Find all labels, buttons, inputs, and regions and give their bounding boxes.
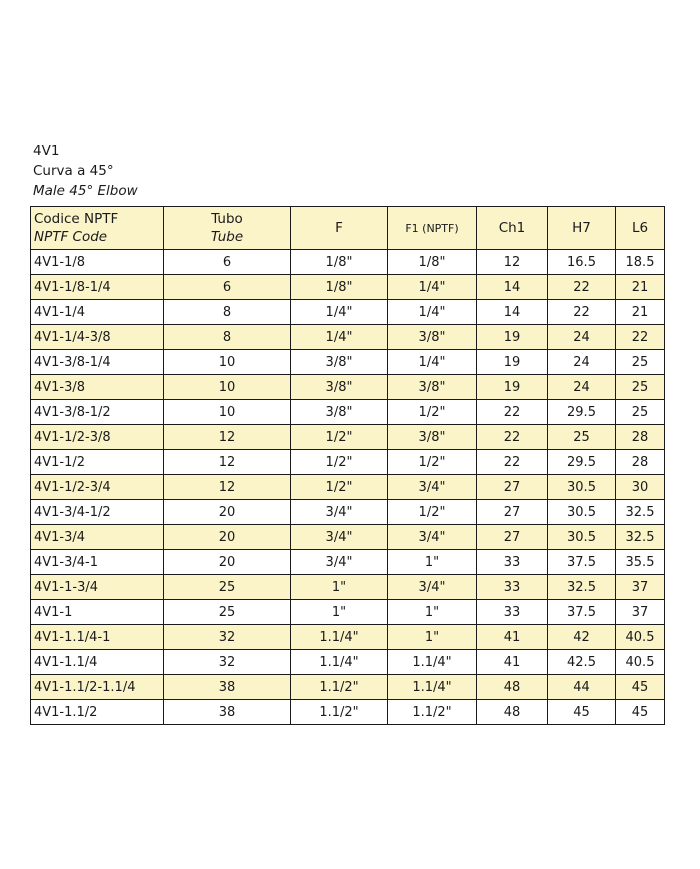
cell-code: 4V1-1.1/2-1.1/4 (31, 675, 164, 700)
column-header-h7: H7 (548, 207, 616, 250)
cell-l6: 28 (616, 425, 665, 450)
cell-ch1: 14 (477, 275, 548, 300)
cell-tube: 38 (164, 675, 291, 700)
cell-f: 3/8" (291, 350, 388, 375)
cell-f: 1/2" (291, 450, 388, 475)
product-heading (33, 141, 138, 201)
cell-tube: 10 (164, 400, 291, 425)
cell-l6: 35.5 (616, 550, 665, 575)
table-row (31, 575, 665, 600)
cell-f: 1.1/4" (291, 650, 388, 675)
cell-h7: 25 (548, 425, 616, 450)
table-row (31, 675, 665, 700)
cell-h7: 29.5 (548, 450, 616, 475)
cell-f: 3/4" (291, 550, 388, 575)
table-row (31, 625, 665, 650)
cell-f: 1/4" (291, 300, 388, 325)
cell-h7: 30.5 (548, 525, 616, 550)
cell-f: 1/4" (291, 325, 388, 350)
cell-h7: 22 (548, 275, 616, 300)
cell-ch1: 27 (477, 475, 548, 500)
table-row (31, 500, 665, 525)
cell-ch1: 12 (477, 250, 548, 275)
cell-f1: 1/2" (388, 450, 477, 475)
cell-code: 4V1-1/4-3/8 (31, 325, 164, 350)
cell-tube: 20 (164, 550, 291, 575)
cell-ch1: 14 (477, 300, 548, 325)
table-row (31, 425, 665, 450)
column-header-code-english: NPTF Code (34, 229, 108, 245)
cell-f: 3/8" (291, 400, 388, 425)
cell-f1: 1/2" (388, 400, 477, 425)
cell-h7: 24 (548, 325, 616, 350)
cell-tube: 10 (164, 375, 291, 400)
cell-f: 3/4" (291, 500, 388, 525)
cell-ch1: 27 (477, 525, 548, 550)
table-row (31, 700, 665, 725)
cell-code: 4V1-1/2 (31, 450, 164, 475)
table-row (31, 550, 665, 575)
cell-ch1: 22 (477, 425, 548, 450)
cell-f1: 1/4" (388, 350, 477, 375)
table-row (31, 525, 665, 550)
cell-f1: 3/8" (388, 375, 477, 400)
column-header-tube-english: Tube (210, 229, 244, 245)
cell-l6: 21 (616, 275, 665, 300)
table-row (31, 275, 665, 300)
cell-tube: 10 (164, 350, 291, 375)
cell-l6: 18.5 (616, 250, 665, 275)
cell-h7: 44 (548, 675, 616, 700)
cell-tube: 32 (164, 650, 291, 675)
cell-f1: 1/8" (388, 250, 477, 275)
cell-ch1: 19 (477, 350, 548, 375)
cell-f1: 3/8" (388, 325, 477, 350)
cell-f1: 3/4" (388, 525, 477, 550)
cell-h7: 45 (548, 700, 616, 725)
cell-ch1: 33 (477, 575, 548, 600)
cell-l6: 28 (616, 450, 665, 475)
cell-ch1: 33 (477, 600, 548, 625)
cell-f1: 3/8" (388, 425, 477, 450)
cell-ch1: 48 (477, 675, 548, 700)
cell-l6: 30 (616, 475, 665, 500)
cell-code: 4V1-1/8 (31, 250, 164, 275)
table-row (31, 600, 665, 625)
table-row (31, 650, 665, 675)
column-header-tube (164, 207, 291, 250)
cell-f: 3/4" (291, 525, 388, 550)
cell-f1: 1/4" (388, 300, 477, 325)
column-header-tube-italian: Tubo (211, 211, 243, 227)
cell-h7: 30.5 (548, 475, 616, 500)
cell-f: 1.1/2" (291, 700, 388, 725)
cell-f1: 1" (388, 625, 477, 650)
cell-ch1: 22 (477, 450, 548, 475)
cell-ch1: 48 (477, 700, 548, 725)
cell-l6: 40.5 (616, 650, 665, 675)
specifications-table (30, 206, 665, 725)
cell-f1: 1" (388, 550, 477, 575)
cell-h7: 22 (548, 300, 616, 325)
cell-tube: 12 (164, 450, 291, 475)
column-header-code (31, 207, 164, 250)
column-header-code-italian: Codice NPTF (34, 211, 119, 227)
cell-h7: 30.5 (548, 500, 616, 525)
cell-ch1: 41 (477, 625, 548, 650)
cell-l6: 45 (616, 675, 665, 700)
cell-f: 1/8" (291, 250, 388, 275)
cell-code: 4V1-3/4-1 (31, 550, 164, 575)
cell-tube: 32 (164, 625, 291, 650)
cell-code: 4V1-1.1/4-1 (31, 625, 164, 650)
cell-tube: 25 (164, 575, 291, 600)
cell-f: 1" (291, 600, 388, 625)
cell-tube: 8 (164, 300, 291, 325)
table-row (31, 350, 665, 375)
product-name-italian: Curva a 45° (33, 163, 114, 179)
cell-ch1: 19 (477, 375, 548, 400)
cell-l6: 25 (616, 375, 665, 400)
cell-ch1: 27 (477, 500, 548, 525)
column-header-f: F (291, 207, 388, 250)
cell-code: 4V1-3/8-1/4 (31, 350, 164, 375)
table-row (31, 250, 665, 275)
cell-f1: 1.1/2" (388, 700, 477, 725)
cell-tube: 12 (164, 475, 291, 500)
cell-code: 4V1-3/8-1/2 (31, 400, 164, 425)
cell-h7: 42 (548, 625, 616, 650)
cell-l6: 45 (616, 700, 665, 725)
cell-h7: 24 (548, 350, 616, 375)
cell-h7: 42.5 (548, 650, 616, 675)
cell-f: 1" (291, 575, 388, 600)
cell-l6: 25 (616, 400, 665, 425)
cell-tube: 6 (164, 250, 291, 275)
table-row (31, 450, 665, 475)
table-row (31, 475, 665, 500)
product-code: 4V1 (33, 143, 60, 159)
cell-code: 4V1-1.1/4 (31, 650, 164, 675)
cell-l6: 22 (616, 325, 665, 350)
cell-h7: 24 (548, 375, 616, 400)
cell-ch1: 41 (477, 650, 548, 675)
table-body (31, 250, 665, 725)
cell-tube: 20 (164, 500, 291, 525)
table-row (31, 325, 665, 350)
cell-tube: 25 (164, 600, 291, 625)
cell-code: 4V1-1.1/2 (31, 700, 164, 725)
cell-tube: 20 (164, 525, 291, 550)
cell-l6: 37 (616, 600, 665, 625)
cell-tube: 12 (164, 425, 291, 450)
cell-f1: 1/2" (388, 500, 477, 525)
column-header-l6: L6 (616, 207, 665, 250)
column-header-f1-label: F1 (NPTF) (405, 221, 459, 235)
product-name-english: Male 45° Elbow (33, 183, 138, 199)
cell-f1: 1" (388, 600, 477, 625)
table-header-row (31, 207, 665, 250)
cell-l6: 32.5 (616, 500, 665, 525)
cell-f: 1.1/4" (291, 625, 388, 650)
cell-l6: 40.5 (616, 625, 665, 650)
cell-h7: 29.5 (548, 400, 616, 425)
table-row (31, 400, 665, 425)
table-row (31, 375, 665, 400)
cell-l6: 32.5 (616, 525, 665, 550)
cell-h7: 37.5 (548, 550, 616, 575)
cell-f: 1/8" (291, 275, 388, 300)
cell-code: 4V1-3/4-1/2 (31, 500, 164, 525)
cell-f1: 3/4" (388, 475, 477, 500)
cell-l6: 25 (616, 350, 665, 375)
cell-code: 4V1-1/2-3/8 (31, 425, 164, 450)
cell-f1: 3/4" (388, 575, 477, 600)
cell-f1: 1.1/4" (388, 650, 477, 675)
cell-tube: 6 (164, 275, 291, 300)
cell-f: 1.1/2" (291, 675, 388, 700)
cell-tube: 8 (164, 325, 291, 350)
cell-l6: 37 (616, 575, 665, 600)
cell-code: 4V1-3/8 (31, 375, 164, 400)
cell-code: 4V1-1/4 (31, 300, 164, 325)
cell-code: 4V1-1 (31, 600, 164, 625)
cell-code: 4V1-1/2-3/4 (31, 475, 164, 500)
cell-h7: 37.5 (548, 600, 616, 625)
cell-h7: 16.5 (548, 250, 616, 275)
table-row (31, 300, 665, 325)
cell-ch1: 33 (477, 550, 548, 575)
cell-h7: 32.5 (548, 575, 616, 600)
cell-f: 1/2" (291, 425, 388, 450)
cell-f1: 1/4" (388, 275, 477, 300)
column-header-f1 (388, 207, 477, 250)
column-header-ch1: Ch1 (477, 207, 548, 250)
cell-f1: 1.1/4" (388, 675, 477, 700)
cell-ch1: 22 (477, 400, 548, 425)
cell-f: 1/2" (291, 475, 388, 500)
cell-code: 4V1-3/4 (31, 525, 164, 550)
cell-f: 3/8" (291, 375, 388, 400)
cell-code: 4V1-1-3/4 (31, 575, 164, 600)
cell-l6: 21 (616, 300, 665, 325)
cell-tube: 38 (164, 700, 291, 725)
cell-ch1: 19 (477, 325, 548, 350)
cell-code: 4V1-1/8-1/4 (31, 275, 164, 300)
